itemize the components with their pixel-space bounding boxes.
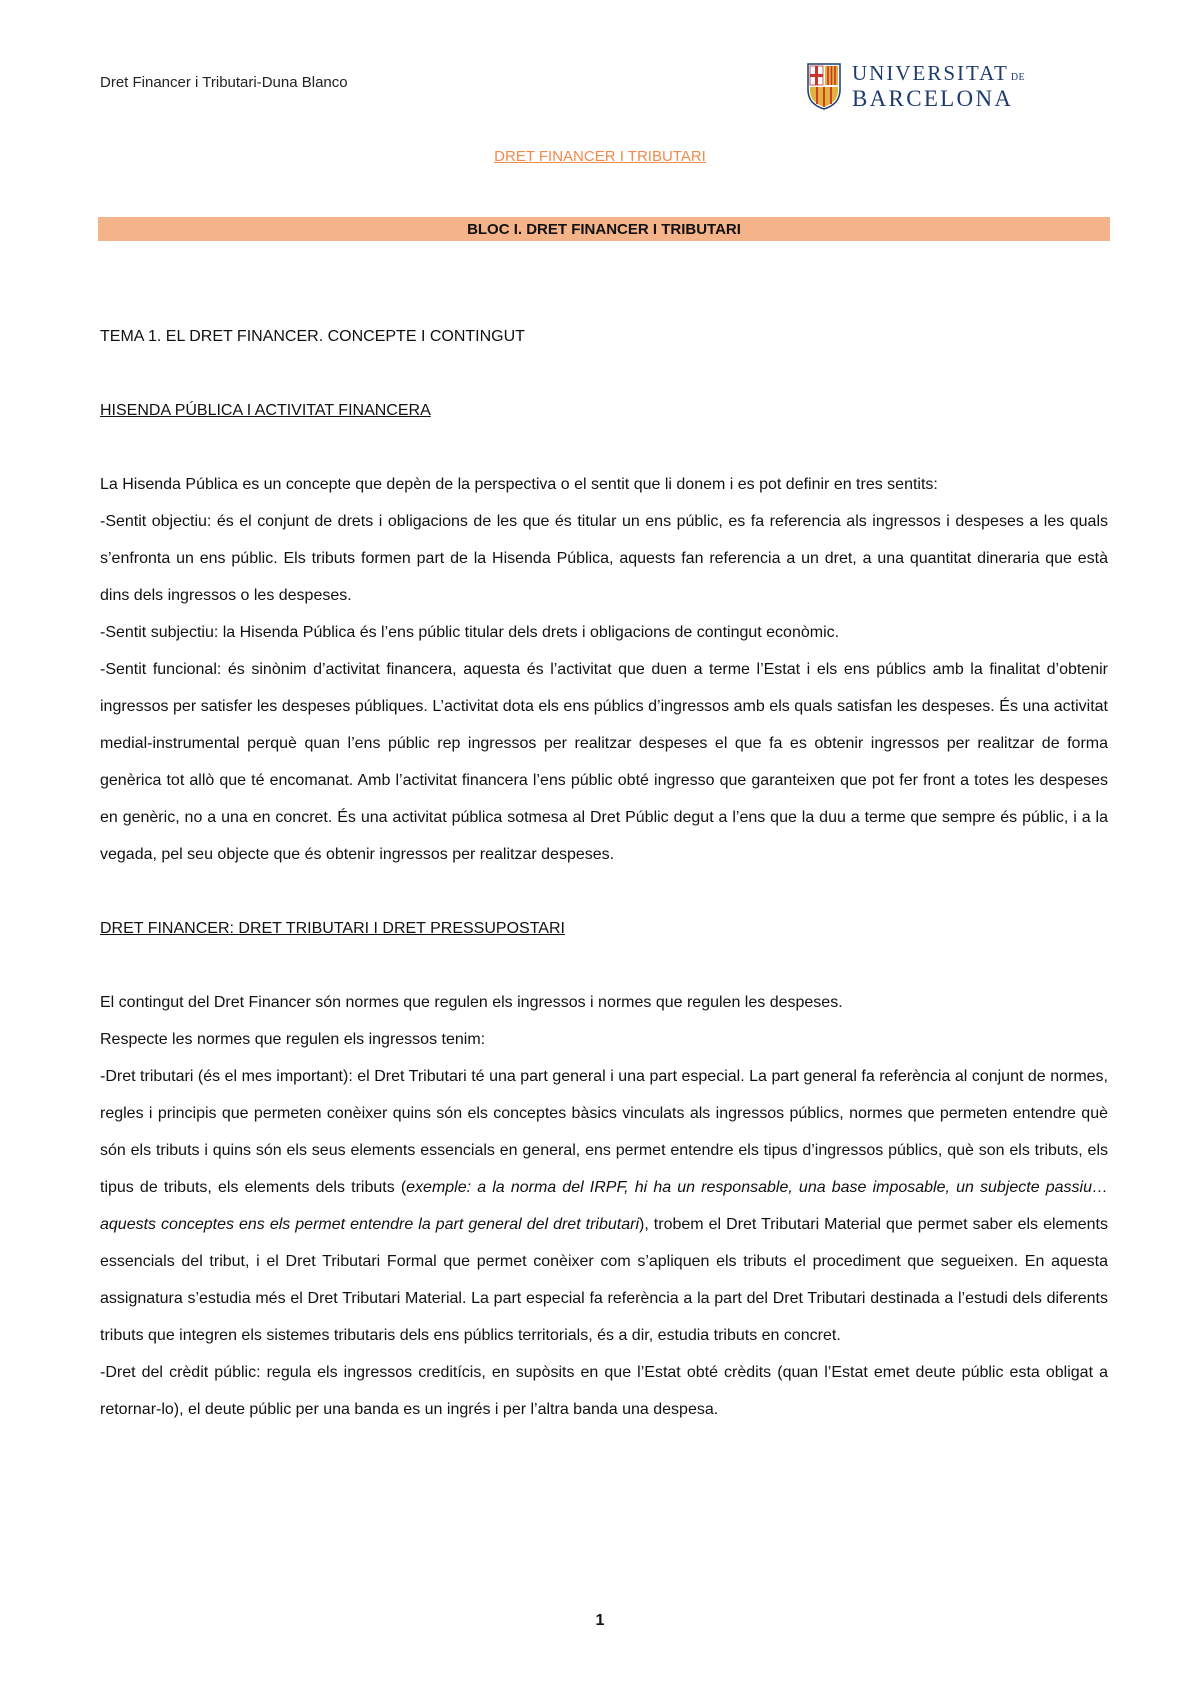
document-body (100, 318, 1108, 1428)
italic-example-text: exemple: a la norma del IRPF, hi ha un responsable, una base imposable, un subjecte passiu… aquests conceptes ens els permet entendre la part general del dret tributari (100, 1179, 1108, 1233)
document-title: DRET FINANCER I TRIBUTARI (494, 148, 706, 165)
paragraph: -Sentit objectiu: és el conjunt de drets i obligacions de les que és titular un ens públic, es fa referencia als ingressos i despeses a les quals s’enfronta un ens públic. Els tributs formen part de la Hisenda Pública, aquests fan referencia a un dret, a una quantitat dineraria que està dins dels ingressos o les despeses. (100, 513, 1108, 604)
paragraph: Respecte les normes que regulen els ingressos tenim: (100, 1031, 486, 1048)
paragraph-dret-tributari (100, 1058, 1108, 1354)
university-logo (806, 62, 1025, 110)
bloc-title-bar (98, 217, 1110, 241)
paragraph: El contingut del Dret Financer són normes que regulen els ingressos i normes que regulen les despeses. (100, 994, 843, 1011)
logo-text-de: DE (1010, 71, 1026, 83)
section-heading-hisenda: HISENDA PÚBLICA I ACTIVITAT FINANCERA (100, 402, 431, 419)
header-author-text: Dret Financer i Tributari-Duna Blanco (100, 74, 348, 91)
paragraph-text: ), trobem el Dret Tributari Material que permet saber els elements essencials del tribut, i el Dret Tributari Formal que permet conèixer com s’apliquen els tributs el procediment que segueixen. En aquesta assignatura s’estudia més el Dret Tributari Material. La part especial fa referència a la part del Dret Tributari destinada a l’estudi dels diferents tributs que integren els sistemes tributaris dels ens públics territorials, és a dir, estudia tributs en concret. (100, 1216, 1108, 1344)
university-shield-icon (806, 62, 842, 110)
paragraph: La Hisenda Pública es un concepte que depèn de la perspectiva o el sentit que li donem i es pot definir en tres sentits: (100, 476, 938, 493)
paragraph: -Dret del crèdit públic: regula els ingressos creditícis, en supòsits en que l’Estat obté crèdits (quan l’Estat emet deute públic esta obligat a retornar-lo), el deute públic per una banda es un ingrés i per l’altra banda una despesa. (100, 1364, 1108, 1418)
section-heading-dret-financer: DRET FINANCER: DRET TRIBUTARI I DRET PRESSUPOSTARI (100, 920, 565, 937)
paragraph: -Sentit funcional: és sinònim d’activitat financera, aquesta és l’activitat que duen a terme l’Estat i els ens públics amb la finalitat d’obtenir ingressos per satisfer les despeses públiques. L’activitat dota els ens públics d’ingressos amb els quals satisfan les despeses. És una activitat medial-instrumental perquè quan l’ens públic rep ingressos per realitzar despeses el que fa es obtenir ingressos per realitzar de forma genèrica tot allò que té encomanat. Amb l’activitat financera l’ens públic obté ingresso que garanteixen que pot fer front a totes les despeses en genèric, no a una en concret. És una activitat pública sotmesa al Dret Públic degut a l’ens que la duu a terme que sempre és públic, i a la vegada, pel seu objecte que és obtenir ingressos per realitzar despeses. (100, 661, 1108, 863)
paragraph-text: -Dret tributari (és el mes important): el Dret Tributari té una part general i una part especial. La part general fa referència al conjunt de normes, regles i principis que permeten conèixer quins són els conceptes bàsics vinculats als ingressos públics, normes que permeten entendre què són els tributs i quins són els seus elements essencials en general, ens permet entendre els tipus d’ingressos públics, què son els tributs, els tipus de tributs, els elements dels tributs ( (100, 1068, 1108, 1196)
page-number: 1 (595, 1612, 605, 1629)
paragraph: -Sentit subjectiu: la Hisenda Pública és l’ens públic titular dels drets i obligacions de contingut econòmic. (100, 624, 840, 641)
logo-text-barcelona: BARCELONA (852, 85, 1014, 111)
tema-title: TEMA 1. EL DRET FINANCER. CONCEPTE I CONTINGUT (100, 328, 525, 345)
logo-text-universitat: UNIVERSITAT (852, 60, 1009, 85)
bloc-title: BLOC I. DRET FINANCER I TRIBUTARI (467, 220, 741, 238)
